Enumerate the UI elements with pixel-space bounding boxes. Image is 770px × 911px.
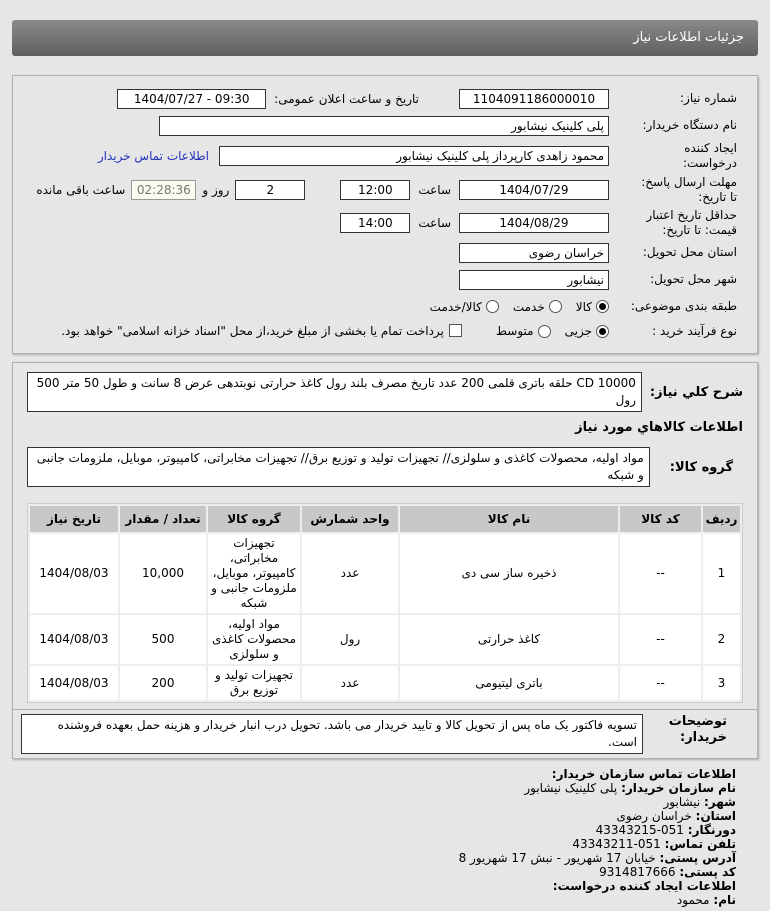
deadline-time-label: ساعت (418, 182, 451, 197)
contact-value: خراسان رضوی (616, 809, 692, 823)
col-unit: واحد شمارش (302, 506, 398, 532)
contact-key: استان: (695, 809, 736, 823)
cell-unit: عدد (302, 534, 398, 613)
goods-table (28, 504, 742, 702)
purchase-type-row (23, 320, 737, 347)
validity-label-block (609, 208, 737, 238)
table-row (30, 666, 740, 700)
group-row (27, 447, 743, 487)
category-label: طبقه بندی موضوعی: (630, 299, 737, 313)
validity-label: حداقل تاریخ اعتبار (646, 207, 737, 222)
city-label: شهر محل تحویل: (650, 272, 737, 286)
remaining-time-field: 02:28:36 (131, 180, 196, 200)
validity-time-label: ساعت (418, 215, 451, 230)
notes-panel (12, 710, 758, 759)
cell-qty: 10,000 (120, 534, 206, 613)
creator-info-title: اطلاعات ایجاد کننده درخواست: (552, 879, 736, 893)
deadline-time-field[interactable]: 12:00 (340, 180, 410, 200)
table-header-row (30, 506, 740, 532)
deadline-row (23, 173, 737, 206)
cell-date: 1404/08/03 (30, 615, 118, 664)
option-label: کالا (575, 299, 592, 314)
category-option-goods-service[interactable] (430, 300, 499, 314)
need-details-panel (12, 75, 758, 354)
category-option-service[interactable] (513, 300, 562, 314)
contact-key: آدرس پستی: (659, 851, 736, 865)
option-label: جزیی (564, 324, 592, 338)
need-number-row (23, 85, 737, 112)
buyer-field[interactable]: پلی کلینیک نیشابور (159, 116, 609, 136)
creator-field[interactable]: محمود زاهدی کارپرداز پلی کلینیک نیشابور (219, 146, 609, 166)
treasury-payment-checkbox[interactable] (23, 324, 462, 339)
contact-value: محمود (676, 893, 710, 907)
buyer-contact-link[interactable]: اطلاعات تماس خریدار (97, 149, 209, 163)
validity-label-2: قیمت: تا تاریخ: (662, 222, 737, 237)
table-row (30, 615, 740, 664)
creator-label-block (609, 141, 737, 171)
cell-group: مواد اولیه، محصولات کاغذی و سلولزی (208, 615, 300, 664)
cell-name: باتری لیتیومی (400, 666, 618, 700)
contact-key: نام سازمان خریدار: (621, 781, 736, 795)
contact-postal (12, 865, 736, 879)
days-field[interactable]: 2 (235, 180, 305, 200)
contact-value: پلی کلینیک نیشابور (524, 781, 618, 795)
contact-value: خیابان 17 شهریور - نبش 17 شهریور 8 (458, 851, 656, 865)
summary-field: CD 10000 حلقه باتری قلمی 200 عدد تاریخ مصرف بلند رول کاغذ حرارتی نوبتدهی عرض 8 سانت و طول 50 متر 500 رول (27, 372, 642, 412)
page-header: جزئیات اطلاعات نیاز (12, 20, 758, 56)
contact-key: کد پستی: (679, 865, 736, 879)
contact-key: شهر: (704, 795, 736, 809)
goods-title: اطلاعات کالاهاي مورد نیاز (575, 420, 743, 435)
checkbox-icon[interactable] (449, 324, 462, 337)
province-row (23, 239, 737, 266)
purchase-option-medium[interactable] (496, 324, 551, 338)
notes-field: تسویه فاکتور یک ماه پس از تحویل کالا و تایید خریدار می باشد. تحویل درب انبار خریدار و هزینه حمل بعهده فروشنده است. (21, 714, 643, 754)
col-qty: تعداد / مقدار (120, 506, 206, 532)
radio-icon[interactable] (538, 325, 551, 338)
deadline-label-block (609, 175, 737, 205)
col-date: تاریخ نیاز (30, 506, 118, 532)
contact-title: اطلاعات تماس سازمان خریدار: (551, 767, 736, 781)
summary-row (27, 372, 743, 412)
deadline-date-field[interactable]: 1404/07/29 (459, 180, 609, 200)
payment-note: پرداخت تمام یا بخشی از مبلغ خرید،از محل "اسناد خزانه اسلامی" خواهد بود. (61, 324, 444, 338)
need-number-field[interactable]: 1104091186000010 (459, 89, 609, 109)
need-number-label: شماره نیاز: (680, 91, 737, 105)
contact-key: دورنگار: (687, 823, 736, 837)
contact-province (12, 809, 736, 823)
city-field[interactable]: نیشابور (459, 270, 609, 290)
cell-code: -- (620, 666, 701, 700)
notes-label-block (643, 714, 743, 746)
cell-name: کاغذ حرارتی (400, 615, 618, 664)
creator-name (12, 893, 736, 907)
contact-value: 9314817666 (599, 865, 676, 879)
validity-date-field[interactable]: 1404/08/29 (459, 213, 609, 233)
goods-panel (12, 362, 758, 710)
cell-date: 1404/08/03 (30, 534, 118, 613)
days-label: روز و (202, 182, 230, 197)
contact-value: نیشابور (663, 795, 701, 809)
contact-value: 051-43343215 (595, 823, 684, 837)
option-label: کالا/خدمت (429, 299, 482, 314)
creator-label-2: درخواست: (683, 156, 737, 170)
validity-row (23, 206, 737, 239)
province-field[interactable]: خراسان رضوی (459, 243, 609, 263)
creator-row (23, 139, 737, 173)
cell-row: 2 (703, 615, 740, 664)
col-group: گروه کالا (208, 506, 300, 532)
announce-field[interactable]: 1404/07/27 - 09:30 (117, 89, 266, 109)
contact-org (12, 781, 736, 795)
cell-name: ذخیره ساز سی دی (400, 534, 618, 613)
cell-date: 1404/08/03 (30, 666, 118, 700)
buyer-row (23, 112, 737, 139)
contact-key: تلفن تماس: (664, 837, 736, 851)
table-row (30, 534, 740, 613)
option-label: متوسط (495, 324, 534, 338)
notes-label: توضیحات (668, 714, 727, 729)
notes-label-2: خریدار: (680, 730, 727, 745)
creator-label: ایجاد کننده (684, 141, 737, 155)
cell-row: 3 (703, 666, 740, 700)
cell-unit: رول (302, 615, 398, 664)
col-code: کد کالا (620, 506, 701, 532)
remaining-label: ساعت باقی مانده (36, 182, 126, 197)
contact-phone (12, 837, 736, 851)
radio-icon[interactable] (486, 300, 499, 313)
cell-qty: 200 (120, 666, 206, 700)
radio-icon[interactable] (596, 325, 609, 338)
cell-group: تجهیزات تولید و توزیع برق (208, 666, 300, 700)
city-row (23, 266, 737, 293)
category-row (23, 293, 737, 320)
group-label: گروه کالا: (669, 459, 733, 475)
col-name: نام کالا (400, 506, 618, 532)
col-row: ردیف (703, 506, 740, 532)
cell-unit: عدد (302, 666, 398, 700)
cell-row: 1 (703, 534, 740, 613)
contact-address (12, 851, 736, 865)
cell-code: -- (620, 534, 701, 613)
buyer-label: نام دستگاه خریدار: (642, 118, 737, 132)
province-label: استان محل تحویل: (642, 245, 737, 259)
buyer-contact-info (12, 767, 758, 907)
goods-table-wrap (27, 503, 743, 703)
contact-key: نام: (713, 893, 736, 907)
group-field: مواد اولیه، محصولات کاغذی و سلولزی// تجهیزات تولید و توزیع برق// تجهیزات مخابراتی، کامپیوتر، موبایل، ملزومات جانبی و شبکه (27, 447, 650, 487)
deadline-label: مهلت ارسال پاسخ: (641, 174, 737, 189)
validity-time-field[interactable]: 14:00 (340, 213, 410, 233)
cell-group: تجهیزات مخابراتی، کامپیوتر، موبایل، ملزومات جانبی و شبکه (208, 534, 300, 613)
summary-label: شرح کلي نیاز: (649, 384, 743, 400)
radio-icon[interactable] (596, 300, 609, 313)
contact-fax (12, 823, 736, 837)
option-label: خدمت (512, 299, 545, 314)
contact-city (12, 795, 736, 809)
announce-label: تاریخ و ساعت اعلان عمومی: (274, 91, 419, 106)
deadline-label-2: تا تاریخ: (698, 189, 737, 204)
category-option-goods[interactable] (576, 300, 609, 314)
cell-code: -- (620, 615, 701, 664)
purchase-option-minor[interactable] (565, 324, 609, 338)
contact-value: 051-43343211 (572, 837, 661, 851)
radio-icon[interactable] (549, 300, 562, 313)
purchase-type-label: نوع فرآیند خرید : (652, 324, 737, 338)
cell-qty: 500 (120, 615, 206, 664)
